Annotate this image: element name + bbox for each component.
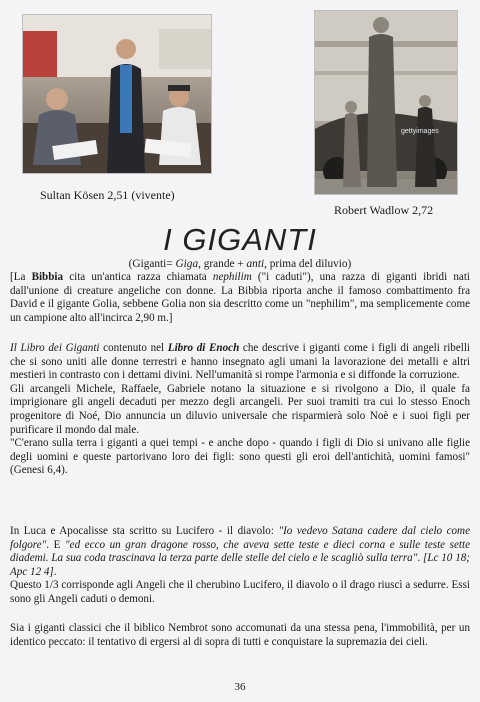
- p1-text-1: [La: [10, 271, 32, 283]
- subtitle-anti: anti: [246, 258, 265, 270]
- p2-text-1: contenuto nel: [99, 342, 168, 354]
- p1-nephilim: nephilim: [212, 271, 252, 283]
- p2-libro-enoch: Libro di Enoch: [167, 342, 240, 354]
- p3-text-5: Questo 1/3 corrisponde agli Angeli che il cherubino Lucifero, il diavolo o il drago riuscì a sedurre. Essi sono gli Angeli caduti o demoni.: [10, 579, 470, 605]
- p3-text-2: . E: [46, 538, 66, 551]
- p3-quote-1: "Io vedevo Satana cadere dal cielo come folgore": [10, 525, 470, 551]
- subtitle-close: , prima del diluvio): [264, 258, 352, 270]
- p1-text-2: cita un'antica razza chiamata: [63, 271, 213, 283]
- photo-sultan-kosen: [22, 14, 212, 174]
- p2-text-4: "C'erano sulla terra i giganti a quei tempi - e anche dopo - quando i figli di Dio si univano alle figlie degli uomini e queste partorivano loro dei figli: sono questi gli eroi dell'antichità, uomini famosi" (Genesi 6,4).: [10, 437, 470, 477]
- subtitle-giga: Giga: [175, 258, 199, 270]
- paragraph-lucifero: [10, 525, 470, 607]
- subtitle-etymology: [0, 258, 480, 270]
- photo-robert-wadlow: [314, 10, 458, 195]
- p2-text-2: che descrive i giganti come i figli di angeli ribelli che si sono uniti alle donne terrestri e hanno insegnato agli umani la lavorazione dei metalli e altri mestieri in contrasto con i dettami divini. Nell'umanità si rompe l'armonia e si diffonde la corruzione.: [10, 342, 470, 382]
- subtitle-mid: , grande +: [198, 258, 247, 270]
- p3-reference: [Lc 10 18; Apc 12 4]: [10, 552, 470, 578]
- p1-bibbia: Bibbia: [31, 271, 64, 283]
- photo-caption-left: Sultan Kösen 2,51 (vivente): [40, 188, 175, 202]
- page-title: I GIGANTI: [163, 222, 317, 257]
- p3-quote-2: "ed ecco un gran dragone rosso, che aveva sette teste e dieci corna e sulle teste sette diademi. La sua coda trascinava la terza parte delle stelle del cielo e le scagliò sulla terra": [10, 538, 470, 565]
- p2-libro-giganti: Il Libro dei Giganti: [10, 342, 100, 354]
- photo-caption-right: Robert Wadlow 2,72: [334, 203, 434, 217]
- p3-text-3: .: [417, 552, 423, 565]
- paragraph-libro-enoch: [10, 342, 470, 478]
- p2-text-3: Gli arcangeli Michele, Raffaele, Gabriele notano la situazione e si rivolgono a Dio, il quale fa imprigionare gli angeli decaduti per mezzo degli arcangeli. Per suoi tramiti tra cui lo stesso Enoch progenitore di Noé, Dio annuncia un diluvio universale che risparmierà solo Noè e i suoi figli per purificare il mondo dal male.: [10, 382, 470, 436]
- photo-robert-wadlow-illustration: [315, 11, 457, 194]
- paragraph-nembrot: Sia i giganti classici che il biblico Nembrot sono accomunati da una stessa pena, l'immobilità, per un identico peccato: il tentativo di ergersi al di sopra di tutti e conquistare la supremazia dei cieli.: [10, 622, 470, 648]
- photo-sultan-kosen-illustration: [23, 15, 211, 173]
- p3-text-1: In Luca e Apocalisse sta scritto su Lucifero - il diavolo:: [10, 525, 279, 537]
- gettyimages-watermark: gettyimages: [401, 128, 439, 135]
- paragraph-bibbia: [10, 271, 470, 325]
- subtitle-open: (Giganti=: [128, 258, 176, 270]
- p3-text-4: .: [53, 565, 57, 578]
- p1-text-3: ("i caduti"), una razza di giganti ibridi nati dall'unione di creature angeliche con donne. La Bibbia riporta anche il famoso combattimento fra David e il gigante Golia, sebbene Golia non sia descritto come un "nephilim", ma semplicemente come un campione alto all'incirca 2,90 m.]: [10, 271, 470, 324]
- page-number: 36: [234, 681, 246, 693]
